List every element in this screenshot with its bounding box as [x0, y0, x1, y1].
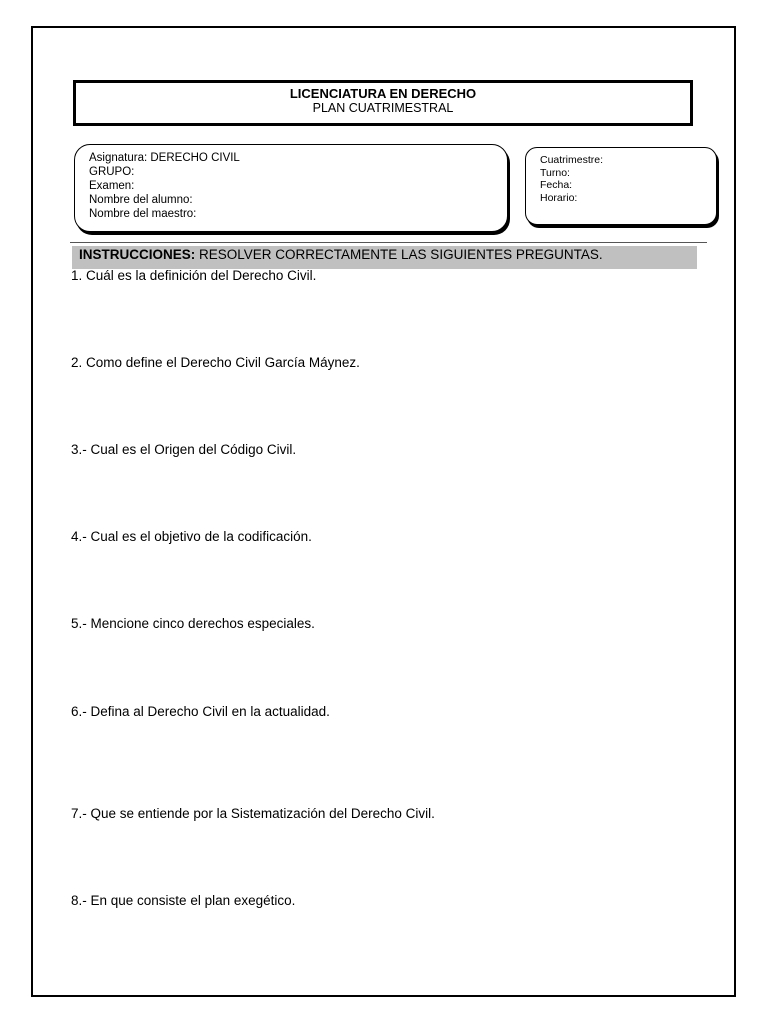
question-6: 6.- Defina al Derecho Civil en la actualidad.	[71, 704, 330, 719]
turno-field: Turno:	[540, 166, 570, 179]
instructions-bar	[72, 246, 697, 269]
fecha-field: Fecha:	[540, 179, 573, 191]
question-5: 5.- Mencione cinco derechos especiales.	[71, 616, 315, 631]
document-title: LICENCIATURA EN DERECHO	[289, 86, 477, 101]
schedule-info-box	[525, 147, 717, 225]
cuatrimestre-field: Cuatrimestre:	[540, 154, 604, 166]
question-2: 2. Como define el Derecho Civil García Máynez.	[71, 355, 360, 370]
instructions-text: RESOLVER CORRECTAMENTE LAS SIGUIENTES PREGUNTAS.	[195, 247, 603, 262]
question-3: 3.- Cual es el Origen del Código Civil.	[71, 442, 297, 457]
title-box	[73, 80, 693, 126]
examen-field: Examen:	[89, 180, 135, 192]
question-4: 4.- Cual es el objetivo de la codificación.	[71, 529, 312, 544]
document-subtitle: PLAN CUATRIMESTRAL	[312, 101, 454, 115]
maestro-field: Nombre del maestro:	[89, 208, 197, 220]
divider	[70, 242, 707, 243]
alumno-field: Nombre del alumno:	[89, 194, 193, 206]
question-8: 8.- En que consiste el plan exegético.	[71, 893, 296, 908]
grupo-field: GRUPO:	[89, 166, 135, 178]
instructions-label: INSTRUCCIONES:	[79, 247, 196, 262]
asignatura-field: Asignatura: DERECHO CIVIL	[89, 152, 240, 164]
question-1: 1. Cuál es la definición del Derecho Civil.	[71, 268, 317, 283]
question-7: 7.- Que se entiende por la Sistematización del Derecho Civil.	[71, 806, 435, 821]
horario-field: Horario:	[540, 191, 578, 204]
student-info-box	[74, 144, 508, 232]
